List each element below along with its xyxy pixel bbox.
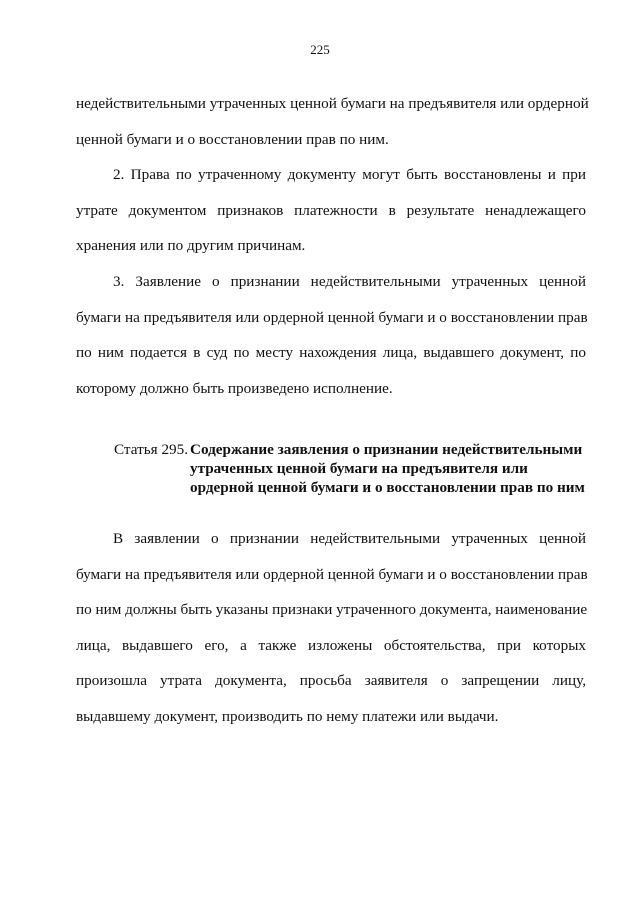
article-title-line: Содержание заявления о признании недействительными <box>190 441 583 458</box>
page-number: 225 <box>310 42 330 57</box>
paragraph-line: лица, выдавшего его, а также изложены обстоятельства, при которых <box>76 636 586 654</box>
paragraph-item-3 <box>76 264 586 406</box>
paragraph-line: 3. Заявление о признании недействительными утраченных ценной <box>113 273 586 290</box>
article-number: Статья 295. <box>114 441 189 458</box>
article-body-paragraph <box>76 521 586 735</box>
paragraph-line: ценной бумаги и о восстановлении прав по ним. <box>76 130 389 148</box>
paragraph-line: хранения или по другим причинам. <box>76 237 306 255</box>
article-title <box>190 440 585 497</box>
paragraph-line: произошла утрата документа, просьба заявителя о запрещении лицу, <box>76 672 586 690</box>
paragraph-line: бумаги на предъявителя или ордерной ценной бумаги и о восстановлении прав <box>76 565 588 583</box>
article-title-line: ордерной ценной бумаги и о восстановлении прав по ним <box>190 479 585 496</box>
paragraph-line: выдавшему документ, производить по нему платежи или выдачи. <box>76 707 499 725</box>
paragraph-line: утрате документом признаков платежности в результате ненадлежащего <box>76 201 586 219</box>
paragraph-line: которому должно быть произведено исполнение. <box>76 379 393 397</box>
paragraph-line: бумаги на предъявителя или ордерной ценной бумаги и о восстановлении прав <box>76 308 588 326</box>
paragraph-line: 2. Права по утраченному документу могут быть восстановлены и при <box>113 166 586 183</box>
paragraph-line: по ним должны быть указаны признаки утраченного документа, наименование <box>76 601 588 619</box>
paragraph-line: по ним подается в суд по месту нахождения лица, выдавшего документ, по <box>76 344 586 362</box>
paragraph-line: недействительными утраченных ценной бумаги на предъявителя или ордерной <box>76 95 589 112</box>
paragraph-continuation <box>76 86 589 157</box>
article-title-line: утраченных ценной бумаги на предъявителя или <box>190 460 528 477</box>
paragraph-line: В заявлении о признании недействительными утраченных ценной <box>113 530 586 547</box>
paragraph-item-2 <box>76 157 586 264</box>
